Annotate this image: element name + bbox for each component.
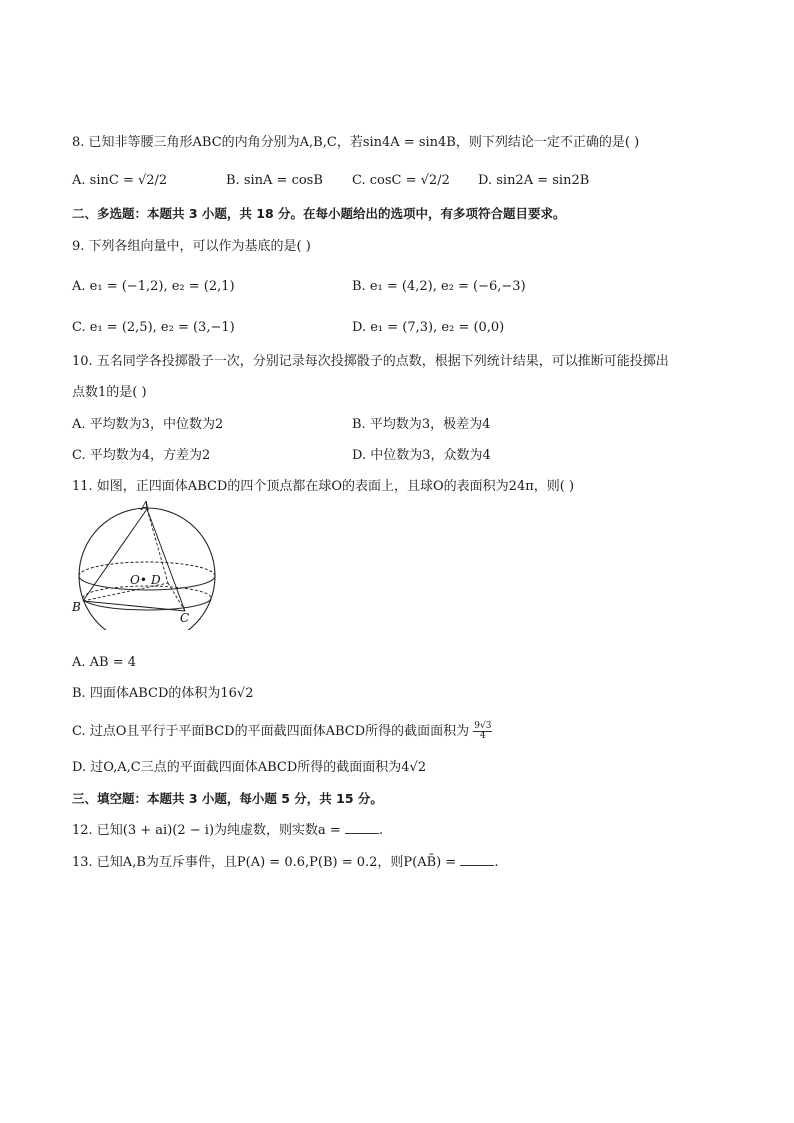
label-c: C [180, 611, 190, 625]
q8-stem: 8. 已知非等腰三角形ABC的内角分别为A,B,C，若sin4A = sin4B，则下列结论一定不正确的是( ) [72, 135, 640, 150]
q11-stem: 11. 如图，正四面体ABCD的四个顶点都在球O的表面上，且球O的表面积为24π，则( ) [72, 479, 575, 494]
q8-option-d: D. sin2A = sin2B [478, 173, 590, 188]
q8-option-b: B. sinA = cosB [226, 173, 323, 188]
q10-option-a: A. 平均数为3，中位数为2 [72, 417, 224, 432]
q11-option-b: B. 四面体ABCD的体积为16√2 [72, 686, 254, 701]
q10-stem-line1: 10. 五名同学各投掷骰子一次，分别记录每次投掷骰子的点数，根据下列统计结果，可以推断可能投掷出 [72, 354, 669, 369]
q11-option-d: D. 过O,A,C三点的平面截四面体ABCD所得的截面面积为4√2 [72, 760, 427, 775]
q12-stem: 12. 已知(3 + ai)(2 − i)为纯虚数，则实数a = . [72, 823, 384, 838]
q11-option-a: A. AB = 4 [72, 655, 137, 670]
q9-option-d: D. e₁ = (7,3), e₂ = (0,0) [352, 320, 505, 335]
q11-option-c: C. 过点O且平行于平面BCD的平面截四面体ABCD所得的截面面积为 $\frac{9√3}{4}$ [72, 721, 492, 741]
bcd-plane-front [83, 598, 211, 610]
q9-option-c: C. e₁ = (2,5), e₂ = (3,−1) [72, 320, 235, 335]
q9-option-a: A. e₁ = (−1,2), e₂ = (2,1) [72, 279, 235, 294]
q11-option-c-fraction: $\frac{9√3}{4}$ [474, 721, 492, 741]
label-o: O• [130, 573, 147, 587]
section-3-heading: 三、填空题：本题共 3 小题，每小题 5 分，共 15 分。 [72, 791, 383, 806]
q8-option-a: A. sinC = √2/2 [72, 173, 168, 188]
sphere-tetrahedron-figure [70, 500, 220, 630]
q13-answer-blank[interactable] [460, 853, 494, 866]
q10-option-b: B. 平均数为3，极差为4 [352, 417, 491, 432]
sphere-outline [79, 508, 215, 630]
q10-stem-line2: 点数1的是( ) [72, 385, 147, 400]
q10-option-d: D. 中位数为3，众数为4 [352, 448, 491, 463]
section-2-heading: 二、多选题：本题共 3 小题，共 18 分。在每小题给出的选项中，有多项符合题目要求。 [72, 206, 566, 221]
label-d: D [151, 573, 161, 587]
edge-ab [83, 509, 147, 601]
q12-answer-blank[interactable] [345, 821, 379, 834]
q9-option-b: B. e₁ = (4,2), e₂ = (−6,−3) [352, 279, 526, 294]
q9-stem: 9. 下列各组向量中，可以作为基底的是( ) [72, 239, 311, 254]
q8-option-c: C. cosC = √2/2 [352, 173, 450, 188]
edge-ac [147, 509, 185, 611]
label-a: A [141, 500, 150, 513]
equator-back [79, 562, 215, 576]
q13-stem: 13. 已知A,B为互斥事件，且P(A) = 0.6,P(B) = 0.2，则P(AB̄) = . [72, 855, 499, 870]
edge-ad [147, 509, 168, 583]
label-b: B [72, 600, 81, 614]
q10-option-c: C. 平均数为4，方差为2 [72, 448, 211, 463]
